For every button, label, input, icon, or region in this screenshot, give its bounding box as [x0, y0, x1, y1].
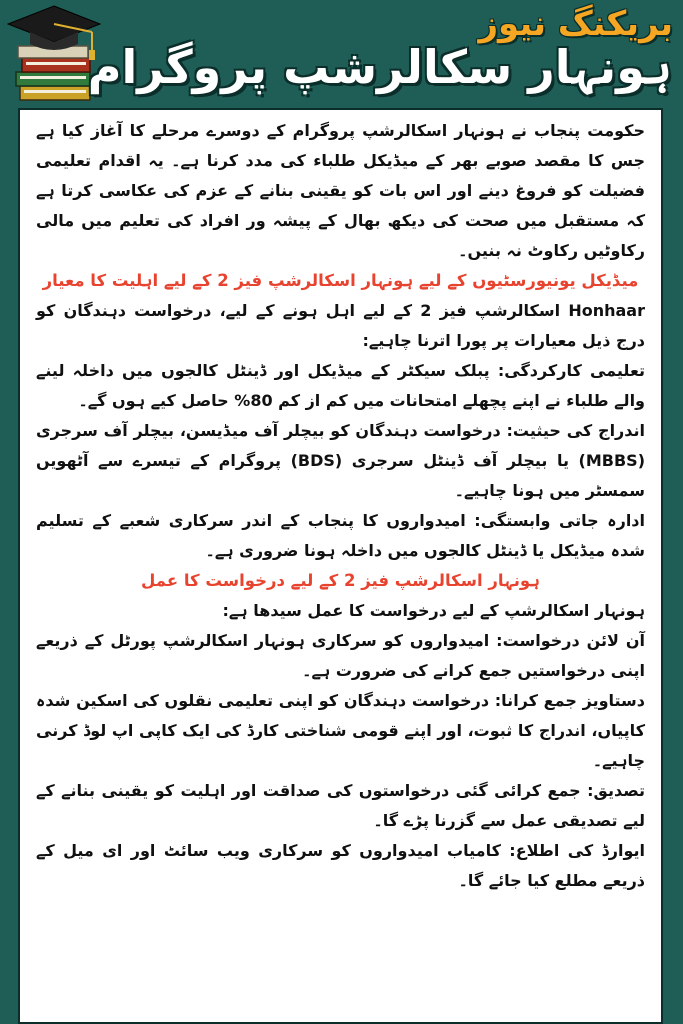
- eligibility-intro: Honhaar اسکالرشپ فیز 2 کے لیے اہل ہونے کے لیے، درخواست دہندگان کو درج ذیل معیارات پر پورا اترنا چاہیے:: [36, 301, 645, 350]
- process-item: ایوارڈ کی اطلاع: کامیاب امیدواروں کو سرکاری ویب سائٹ اور ای میل کے ذریعے مطلع کیا جائے گا۔: [36, 841, 645, 890]
- page-title: ہونہار سکالرشپ پروگرام: [87, 40, 672, 94]
- process-heading: ہونہار اسکالرشپ فیز 2 کے لیے درخواست کا عمل: [141, 571, 540, 590]
- process-intro: ہونہار اسکالرشپ کے لیے درخواست کا عمل سیدھا ہے:: [222, 601, 645, 620]
- eligibility-item: ادارہ جاتی وابستگی: امیدواروں کا پنجاب کے اندر سرکاری شعبے کے تسلیم شدہ میڈیکل یا ڈینٹل کالجوں میں داخلہ ہونا ضروری ہے۔: [36, 511, 645, 560]
- intro-paragraph: حکومت پنجاب نے ہونہار اسکالرشپ پروگرام کے دوسرے مرحلے کا آغاز کیا ہے جس کا مقصد صوبے بھر کے میڈیکل طلباء کی مدد کرنا ہے۔ یہ اقدام تعلیمی فضیلت کو فروغ دینے اور اس بات کو یقینی بنانے کے عزم کی عکاسی کرتا ہے کہ مستقبل میں صحت کی دیکھ بھال کے پیشہ ور افراد کی تعلیم میں مالی رکاوٹیں رکاوٹ نہ بنیں۔: [36, 121, 645, 260]
- eligibility-heading: میڈیکل یونیورسٹیوں کے لیے ہونہار اسکالرشپ فیز 2 کے لیے اہلیت کا معیار: [42, 271, 639, 290]
- article-body: [18, 108, 663, 1024]
- header-banner: [0, 0, 683, 108]
- eligibility-item: تعلیمی کارکردگی: پبلک سیکٹر کے میڈیکل اور ڈینٹل کالجوں میں داخلہ لینے والے طلباء نے اپنے پچھلے امتحانات میں کم از کم 80% حاصل کیے ہوں گے۔: [36, 361, 645, 410]
- process-item: تصدیق: جمع کرائی گئی درخواستوں کی صداقت اور اہلیت کو یقینی بنانے کے لیے تصدیقی عمل سے گزرنا پڑے گا۔: [36, 781, 645, 830]
- process-item: آن لائن درخواست: امیدواروں کو سرکاری ہونہار اسکالرشپ پورٹل کے ذریعے اپنی درخواستیں جمع کرانے کی ضرورت ہے۔: [36, 631, 645, 680]
- breaking-news-label: بریکنگ نیوز: [478, 4, 673, 44]
- eligibility-item: اندراج کی حیثیت: درخواست دہندگان کو بیچلر آف میڈیسن، بیچلر آف سرجری (MBBS) یا بیچلر آف ڈینٹل سرجری (BDS) پروگرام کے تیسرے سے آٹھویں سمسٹر میں ہونا چاہیے۔: [36, 421, 646, 500]
- process-item: دستاویز جمع کرانا: درخواست دہندگان کو اپنی تعلیمی نقلوں کی اسکین شدہ کاپیاں، اندراج کا ثبوت، اور اپنے قومی شناختی کارڈ کی ایک کاپی اپ لوڈ کرنی چاہیے۔: [36, 691, 645, 770]
